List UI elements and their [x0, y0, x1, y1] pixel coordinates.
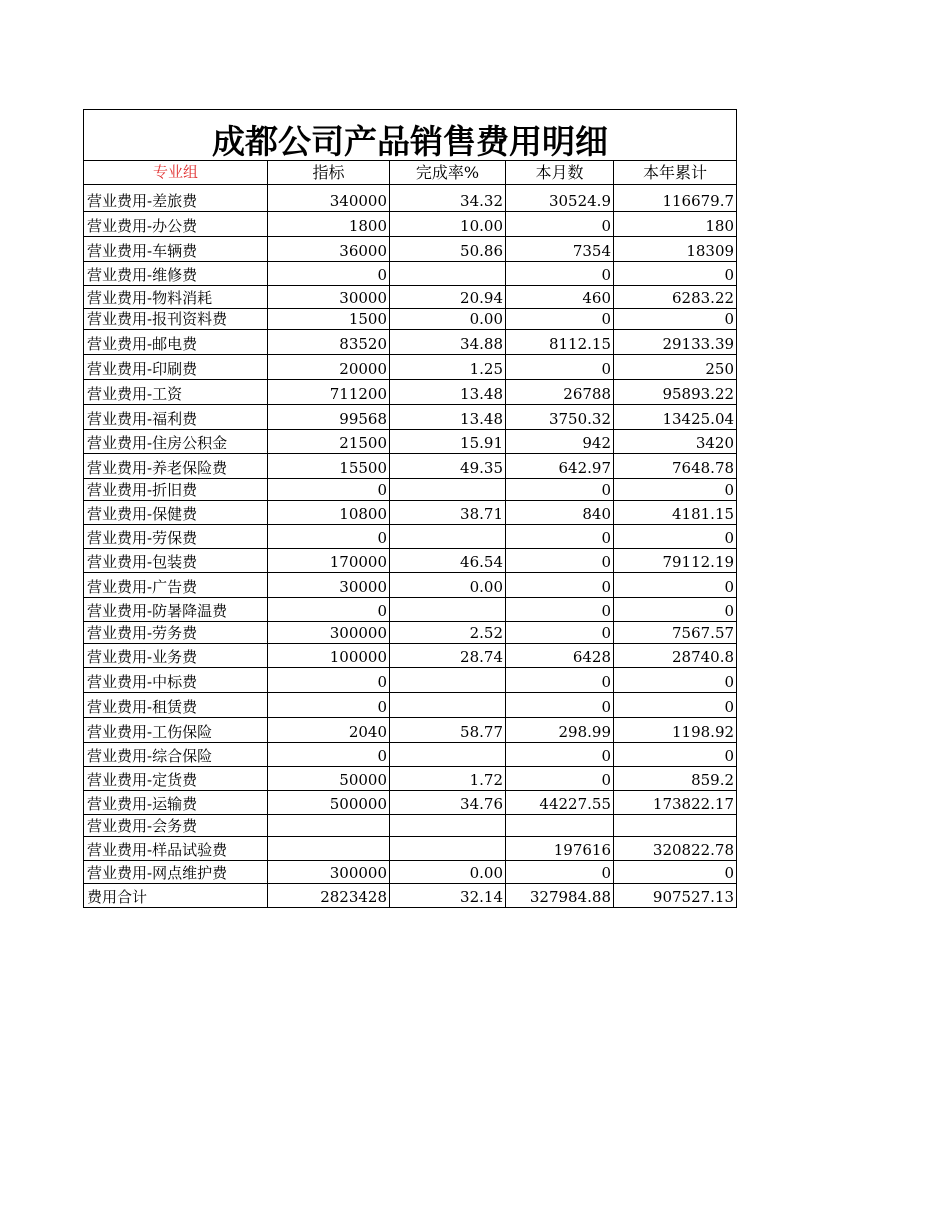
header-row	[84, 161, 737, 185]
row-month	[506, 815, 614, 837]
row-ytd: 0	[614, 525, 737, 549]
row-ytd: 4181.15	[614, 501, 737, 525]
row-target	[268, 837, 390, 861]
row-name: 营业费用-邮电费	[84, 330, 268, 355]
row-ytd	[614, 815, 737, 837]
row-ytd: 859.2	[614, 767, 737, 791]
row-rate	[390, 815, 506, 837]
row-ytd: 95893.22	[614, 380, 737, 405]
expense-sheet	[83, 109, 736, 908]
row-name: 营业费用-保健费	[84, 501, 268, 525]
row-target: 99568	[268, 405, 390, 430]
row-rate: 13.48	[390, 380, 506, 405]
row-name: 营业费用-业务费	[84, 644, 268, 668]
row-name: 营业费用-劳务费	[84, 622, 268, 644]
row-month: 197616	[506, 837, 614, 861]
row-month: 0	[506, 525, 614, 549]
row-name: 营业费用-运输费	[84, 791, 268, 815]
header-rate: 完成率%	[390, 161, 506, 185]
table-row	[84, 644, 737, 668]
row-target: 50000	[268, 767, 390, 791]
row-name: 营业费用-劳保费	[84, 525, 268, 549]
row-ytd: 320822.78	[614, 837, 737, 861]
table-row	[84, 767, 737, 791]
row-name: 营业费用-工伤保险	[84, 718, 268, 743]
row-ytd: 0	[614, 668, 737, 693]
row-month: 44227.55	[506, 791, 614, 815]
table-row	[84, 693, 737, 718]
row-name: 营业费用-综合保险	[84, 743, 268, 767]
row-target: 0	[268, 693, 390, 718]
row-month: 3750.32	[506, 405, 614, 430]
row-rate: 38.71	[390, 501, 506, 525]
row-name: 营业费用-网点维护费	[84, 861, 268, 884]
table-row	[84, 185, 737, 212]
row-target: 2823428	[268, 884, 390, 908]
row-rate: 0.00	[390, 573, 506, 598]
row-ytd: 7567.57	[614, 622, 737, 644]
table-row	[84, 791, 737, 815]
row-rate: 50.86	[390, 237, 506, 262]
header-group: 专业组	[84, 161, 268, 185]
row-month: 26788	[506, 380, 614, 405]
table-row	[84, 718, 737, 743]
row-rate: 46.54	[390, 549, 506, 573]
row-ytd: 0	[614, 861, 737, 884]
row-target: 0	[268, 525, 390, 549]
row-month: 0	[506, 622, 614, 644]
row-ytd: 907527.13	[614, 884, 737, 908]
table-row	[84, 861, 737, 884]
sheet-title: 成都公司产品销售费用明细	[84, 110, 737, 161]
row-rate	[390, 837, 506, 861]
row-target: 170000	[268, 549, 390, 573]
row-rate: 58.77	[390, 718, 506, 743]
row-ytd: 0	[614, 743, 737, 767]
table-row	[84, 815, 737, 837]
row-name: 营业费用-养老保险费	[84, 454, 268, 479]
header-target: 指标	[268, 161, 390, 185]
total-row	[84, 884, 737, 908]
header-ytd: 本年累计	[614, 161, 737, 185]
row-ytd: 0	[614, 598, 737, 622]
row-ytd: 6283.22	[614, 286, 737, 309]
row-name: 营业费用-租赁费	[84, 693, 268, 718]
row-month: 942	[506, 430, 614, 454]
row-target: 20000	[268, 355, 390, 380]
row-target: 100000	[268, 644, 390, 668]
row-name: 营业费用-差旅费	[84, 185, 268, 212]
row-target: 10800	[268, 501, 390, 525]
row-rate	[390, 668, 506, 693]
row-name: 营业费用-办公费	[84, 212, 268, 237]
row-month: 840	[506, 501, 614, 525]
row-month: 8112.15	[506, 330, 614, 355]
row-month: 327984.88	[506, 884, 614, 908]
table-row	[84, 286, 737, 309]
row-month: 0	[506, 598, 614, 622]
row-month: 0	[506, 309, 614, 330]
row-name: 营业费用-定货费	[84, 767, 268, 791]
row-name: 营业费用-折旧费	[84, 479, 268, 501]
row-month: 0	[506, 573, 614, 598]
row-rate	[390, 743, 506, 767]
row-name: 营业费用-工资	[84, 380, 268, 405]
expense-table	[83, 109, 737, 908]
table-row	[84, 380, 737, 405]
row-ytd: 0	[614, 573, 737, 598]
row-ytd: 29133.39	[614, 330, 737, 355]
row-rate	[390, 262, 506, 286]
row-target: 36000	[268, 237, 390, 262]
row-ytd: 173822.17	[614, 791, 737, 815]
row-target: 1800	[268, 212, 390, 237]
row-target: 30000	[268, 573, 390, 598]
row-target: 340000	[268, 185, 390, 212]
row-rate: 2.52	[390, 622, 506, 644]
table-row	[84, 355, 737, 380]
row-name: 营业费用-包装费	[84, 549, 268, 573]
row-name: 费用合计	[84, 884, 268, 908]
row-ytd: 3420	[614, 430, 737, 454]
row-ytd: 116679.7	[614, 185, 737, 212]
row-month: 0	[506, 861, 614, 884]
table-row	[84, 837, 737, 861]
row-name: 营业费用-样品试验费	[84, 837, 268, 861]
row-ytd: 250	[614, 355, 737, 380]
row-ytd: 180	[614, 212, 737, 237]
row-target: 0	[268, 479, 390, 501]
row-rate: 34.76	[390, 791, 506, 815]
table-row	[84, 573, 737, 598]
table-row	[84, 309, 737, 330]
row-rate: 1.25	[390, 355, 506, 380]
row-month: 642.97	[506, 454, 614, 479]
table-row	[84, 525, 737, 549]
table-row	[84, 501, 737, 525]
row-month: 7354	[506, 237, 614, 262]
row-month: 0	[506, 355, 614, 380]
row-rate: 32.14	[390, 884, 506, 908]
row-target: 711200	[268, 380, 390, 405]
row-rate: 1.72	[390, 767, 506, 791]
row-target: 83520	[268, 330, 390, 355]
row-name: 营业费用-印刷费	[84, 355, 268, 380]
row-month: 0	[506, 479, 614, 501]
row-month: 6428	[506, 644, 614, 668]
row-ytd: 0	[614, 309, 737, 330]
table-row	[84, 668, 737, 693]
row-name: 营业费用-物料消耗	[84, 286, 268, 309]
table-row	[84, 622, 737, 644]
row-month: 30524.9	[506, 185, 614, 212]
row-name: 营业费用-住房公积金	[84, 430, 268, 454]
row-rate: 10.00	[390, 212, 506, 237]
header-month: 本月数	[506, 161, 614, 185]
table-row	[84, 262, 737, 286]
row-name: 营业费用-报刊资料费	[84, 309, 268, 330]
row-month: 460	[506, 286, 614, 309]
row-target: 0	[268, 598, 390, 622]
row-month: 0	[506, 668, 614, 693]
row-target: 0	[268, 743, 390, 767]
table-row	[84, 598, 737, 622]
row-target: 0	[268, 262, 390, 286]
row-rate: 0.00	[390, 861, 506, 884]
table-row	[84, 330, 737, 355]
row-target: 300000	[268, 861, 390, 884]
row-ytd: 1198.92	[614, 718, 737, 743]
row-target: 300000	[268, 622, 390, 644]
row-month: 298.99	[506, 718, 614, 743]
row-ytd: 13425.04	[614, 405, 737, 430]
row-target	[268, 815, 390, 837]
row-target: 30000	[268, 286, 390, 309]
table-body	[84, 185, 737, 908]
row-ytd: 0	[614, 479, 737, 501]
row-name: 营业费用-维修费	[84, 262, 268, 286]
row-rate: 34.32	[390, 185, 506, 212]
table-row	[84, 237, 737, 262]
row-name: 营业费用-车辆费	[84, 237, 268, 262]
row-rate: 0.00	[390, 309, 506, 330]
row-name: 营业费用-防暑降温费	[84, 598, 268, 622]
row-name: 营业费用-中标费	[84, 668, 268, 693]
row-target: 21500	[268, 430, 390, 454]
row-month: 0	[506, 262, 614, 286]
row-ytd: 0	[614, 693, 737, 718]
row-rate: 20.94	[390, 286, 506, 309]
row-rate	[390, 525, 506, 549]
row-ytd: 28740.8	[614, 644, 737, 668]
table-row	[84, 212, 737, 237]
row-rate: 34.88	[390, 330, 506, 355]
row-month: 0	[506, 743, 614, 767]
row-month: 0	[506, 212, 614, 237]
table-row	[84, 405, 737, 430]
row-target: 500000	[268, 791, 390, 815]
row-rate: 28.74	[390, 644, 506, 668]
row-ytd: 79112.19	[614, 549, 737, 573]
row-month: 0	[506, 693, 614, 718]
row-name: 营业费用-会务费	[84, 815, 268, 837]
row-rate: 49.35	[390, 454, 506, 479]
row-ytd: 7648.78	[614, 454, 737, 479]
row-rate: 13.48	[390, 405, 506, 430]
table-row	[84, 549, 737, 573]
row-month: 0	[506, 767, 614, 791]
row-rate	[390, 598, 506, 622]
row-target: 1500	[268, 309, 390, 330]
row-rate	[390, 693, 506, 718]
row-rate	[390, 479, 506, 501]
row-target: 0	[268, 668, 390, 693]
row-ytd: 0	[614, 262, 737, 286]
row-month: 0	[506, 549, 614, 573]
row-name: 营业费用-福利费	[84, 405, 268, 430]
row-target: 15500	[268, 454, 390, 479]
table-row	[84, 430, 737, 454]
row-target: 2040	[268, 718, 390, 743]
table-row	[84, 743, 737, 767]
row-rate: 15.91	[390, 430, 506, 454]
table-row	[84, 479, 737, 501]
row-name: 营业费用-广告费	[84, 573, 268, 598]
row-ytd: 18309	[614, 237, 737, 262]
table-row	[84, 454, 737, 479]
